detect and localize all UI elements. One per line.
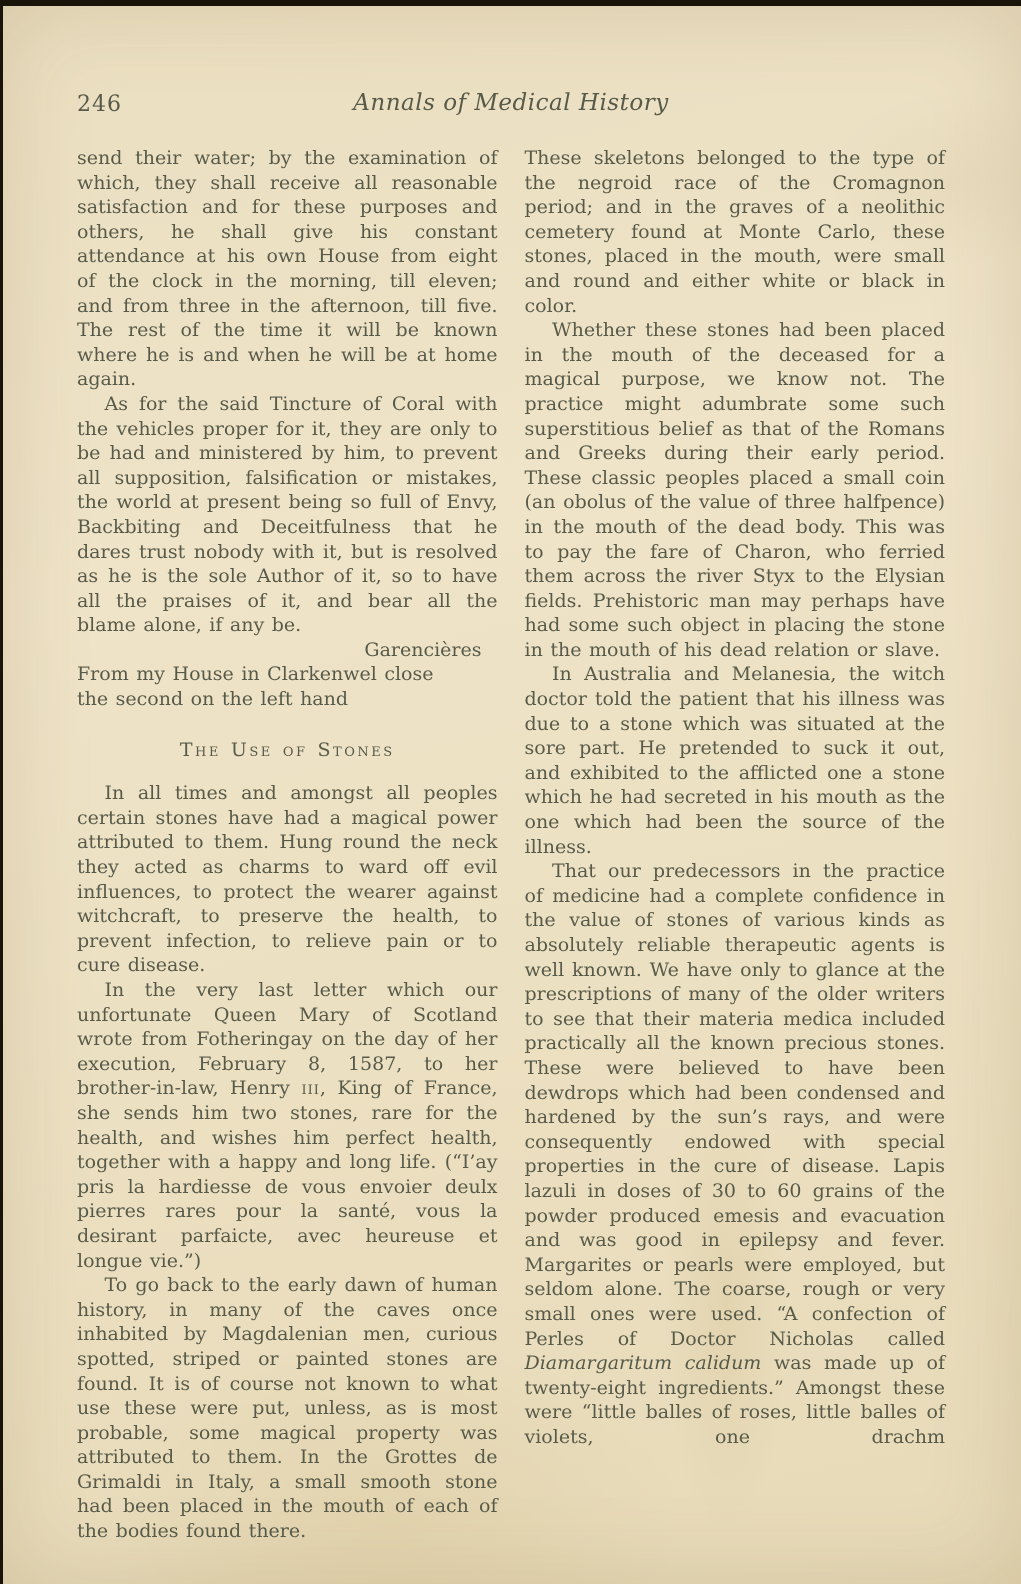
page-header	[77, 90, 945, 124]
body-paragraph: In all times and amongst all peoples certain stones have had a magical power attributed to them. Hung round the neck they acted as charms to ward off evil influences, to protect the wearer against witchcraft, to preserve the health, to prevent infection, to relieve pain or to cure disease.	[77, 782, 498, 977]
section-heading: The Use of Stones	[179, 738, 395, 761]
scanned-page	[3, 6, 1021, 1584]
page-content	[3, 6, 1021, 1544]
address-line: From my House in Clarkenwel close	[77, 663, 434, 686]
body-paragraph: Whether these stones had been placed in the mouth of the deceased for a magical purpose, we know not. The practice might adumbrate some such superstitious belief as that of the Romans and Greeks during their early period. These classic peoples placed a small coin (an obolus of the value of three halfpence) in the mouth of the dead body. This was to pay the fare of Charon, who ferried them across the river Styx to the Elysian fields. Prehistoric man may perhaps have had some such object in placing the stone in the mouth of his dead relation or slave.	[524, 319, 945, 661]
running-head: Annals of Medical History	[353, 90, 669, 116]
two-column-text	[77, 146, 945, 1544]
body-paragraph: As for the said Tincture of Coral with the vehicles proper for it, they are only to be had and ministered by him, to prevent all supposition, falsification or mistakes, the world at present being so full of Envy, Backbiting and Deceitfulness that he dares trust nobody with it, but is resolved as he is the sole Author of it, so to have all the praises of it, and bear all the blame alone, if any be.	[77, 392, 498, 637]
body-paragraph: These skeletons belonged to the type of the negroid race of the Cromagnon period; and in the graves of a neolithic cemetery found at Monte Carlo, these stones, placed in the mouth, were small and round and either white or black in color.	[524, 147, 945, 317]
body-paragraph: That our predecessors in the practice of medicine had a complete confidence in the value of stones of various kinds as absolutely reliable therapeutic agents is well known. We have only to glance at the prescriptions of many of the older writers to see that their materia medica included practically all the known precious stones. These were believed to have been dewdrops which had been condensed and hardened by the sun’s rays, and were consequently endowed with special properties in the cure of disease. Lapis lazuli in doses of 30 to 60 grains of the powder produced emesis and evacuation and was good in epilepsy and fever. Margarites or pearls were employed, but seldom alone. The coarse, rough or very small ones were used. “A confection of Perles of Doctor Nicholas called Diamargaritum calidum was made up of twenty-eight ingredients.” Amongst these were “little balles of roses, little balles of violets, one drachm	[524, 860, 945, 1448]
page-number: 246	[77, 92, 122, 117]
right-column	[525, 146, 946, 1544]
body-paragraph: In the very last letter which our unfortunate Queen Mary of Scotland wrote from Fotheringay on the day of her execution, February 8, 1587, to her brother-in-law, Henry iii, King of France, she sends him two stones, rare for the health, and wishes him perfect health, together with a happy and long life. (“I’ay pris la hardiesse de vous envoier deulx pierres rares pour la santé, vous la desirant parfaicte, avec heureuse et longue vie.”)	[77, 979, 498, 1272]
body-paragraph: In Australia and Melanesia, the witch doctor told the patient that his illness was due to a stone which was situated at the sore part. He pretended to suck it out, and exhibited to the afflicted one a stone which he had secreted in his mouth as the one which had been the source of the illness.	[524, 663, 945, 858]
address-line: the second on the left hand	[77, 688, 349, 711]
signature-line: Garencières	[364, 638, 482, 661]
body-paragraph: send their water; by the examination of which, they shall receive all reasonable satisfaction and for these purposes and others, he shall give his constant attendance at his own House from eight of the clock in the morning, till eleven; and from three in the afternoon, till five. The rest of the time it will be known where he is and when he will be at home again.	[77, 147, 498, 391]
left-column	[77, 146, 498, 1544]
body-paragraph: To go back to the early dawn of human history, in many of the caves once inhabited by Magdalenian men, curious spotted, striped or painted stones are found. It is of course not known to what use these were put, unless, as is most probable, some magical property was attributed to them. In the Grottes de Grimaldi in Italy, a small smooth stone had been placed in the mouth of each of the bodies found there.	[77, 1274, 498, 1543]
